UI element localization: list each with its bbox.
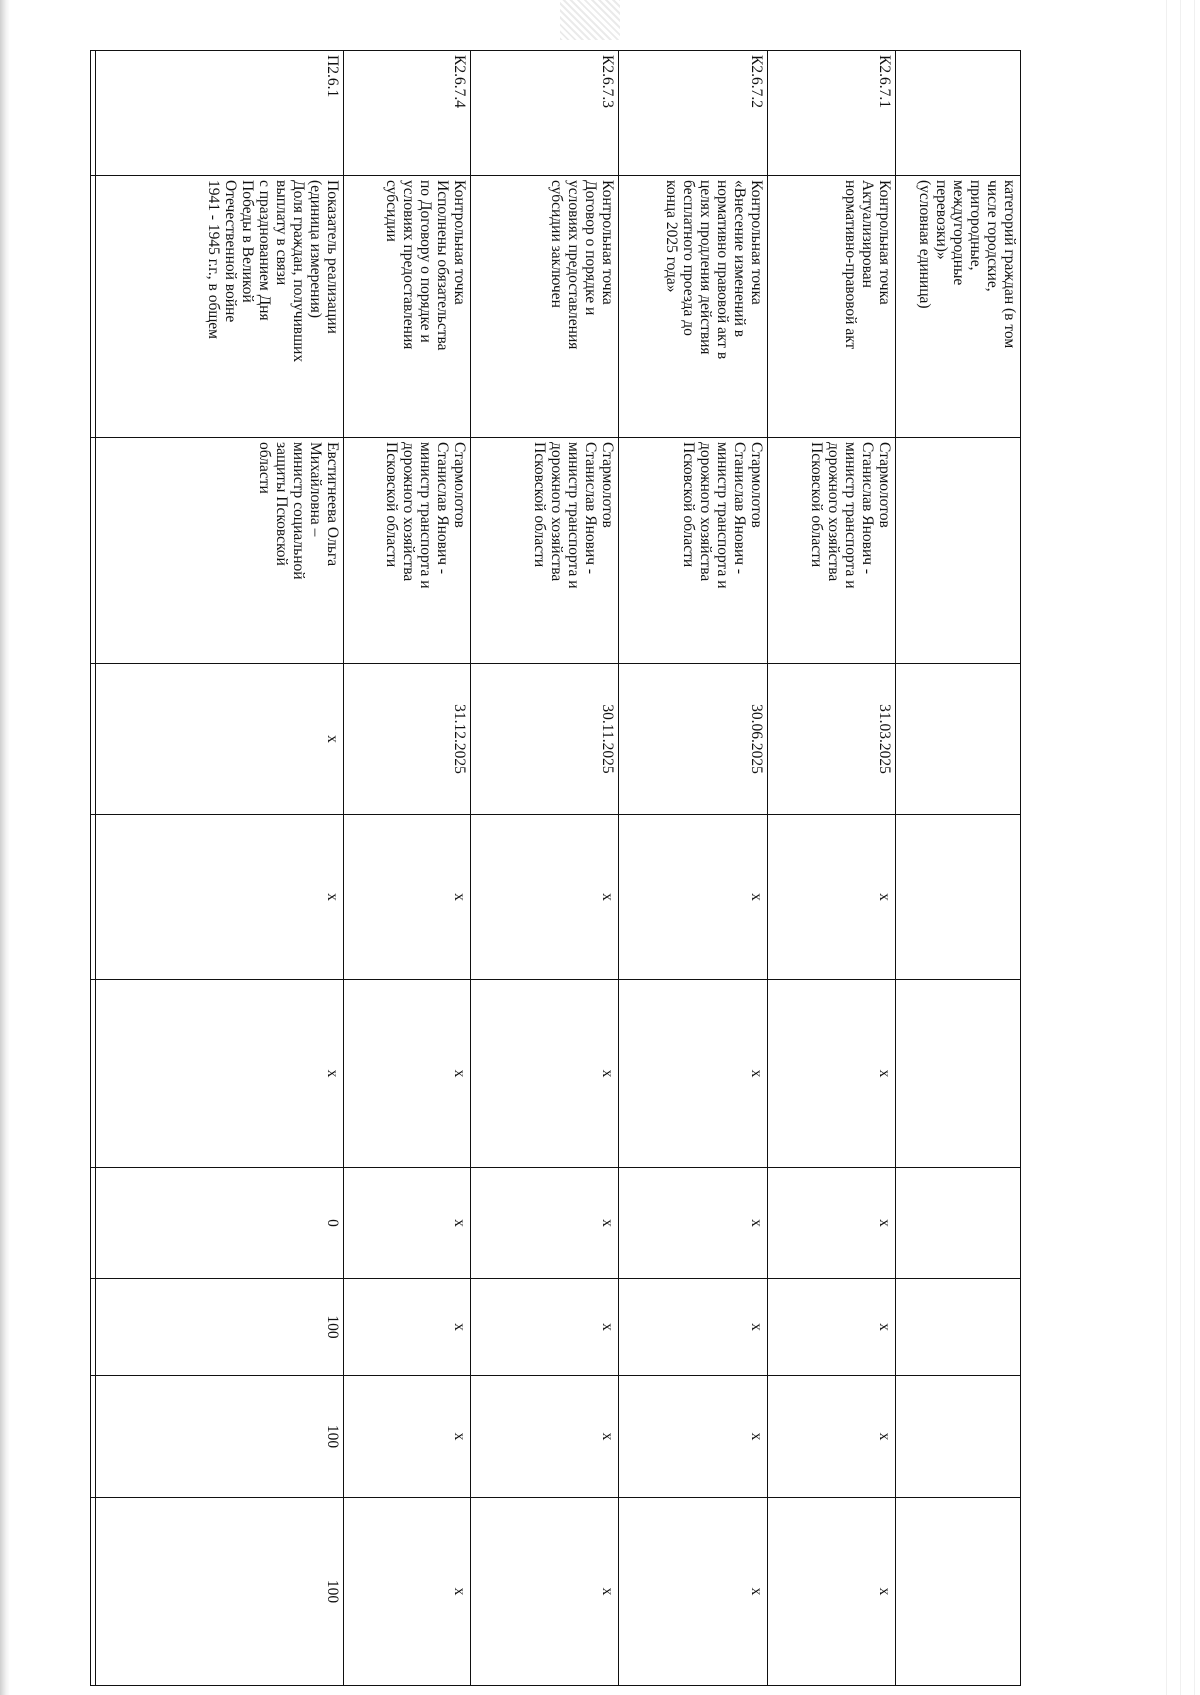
row-col4 [896, 815, 1021, 980]
row-col7: x [344, 1279, 471, 1376]
row-col5 [91, 980, 96, 1168]
row-name: Контрольная точка Договор о порядке и условиях предоставления субсидии заключен [471, 176, 619, 438]
row-code: К2.6.7.4 [344, 51, 471, 176]
row-col5: x [768, 980, 896, 1168]
row-col6 [91, 1168, 96, 1279]
scan-noise-top [560, 0, 620, 40]
row-col4: x [344, 815, 471, 980]
row-date: 30.11.2025 [471, 664, 619, 815]
row-col4: x [768, 815, 896, 980]
row-col6: x [619, 1168, 768, 1279]
table-row [91, 51, 96, 1686]
row-responsible: Евстигнеева Ольга Михайловна – министр социальной защиты Псковской области [96, 438, 344, 664]
row-name: категорий граждан (в том числе городские, пригородные, междугородные перевозки)» (условная единица) [896, 176, 1021, 438]
scan-edge-right [1160, 0, 1200, 1695]
row-col9 [896, 1498, 1021, 1686]
row-code [896, 51, 1021, 176]
row-col9 [91, 1498, 96, 1686]
row-responsible: Стармолотов Станислав Янович - министр транспорта и дорожного хозяйства Псковской области [619, 438, 768, 664]
row-col9: x [344, 1498, 471, 1686]
row-col8: x [768, 1376, 896, 1498]
scan-edge-left [0, 0, 10, 1695]
row-responsible: Стармолотов Станислав Янович - министр транспорта и дорожного хозяйства Псковской области [344, 438, 471, 664]
rotated-document-page [96, 50, 1021, 1685]
row-col8 [91, 1376, 96, 1498]
table-row [619, 51, 768, 1686]
row-name: Показатель реализации (единица измерения) Доля граждан, получивших выплату в связи с празднованием Дня Победы в Великой Отечественной войне 1941 - 1945 г.г., в общем [96, 176, 344, 438]
row-col5 [896, 980, 1021, 1168]
row-col7: x [768, 1279, 896, 1376]
row-col8: 100 [96, 1376, 344, 1498]
row-code: К2.6.7.1 [768, 51, 896, 176]
row-name: Контрольная точка «Внесение изменений в нормативно правовой акт в целях продления действия бесплатного проезда до конца 2025 года» [619, 176, 768, 438]
row-responsible: Стармолотов Станислав Янович - министр транспорта и дорожного хозяйства Псковской области [768, 438, 896, 664]
row-col4: x [619, 815, 768, 980]
row-col5: x [344, 980, 471, 1168]
row-date [896, 664, 1021, 815]
row-col5: x [619, 980, 768, 1168]
row-col4: x [471, 815, 619, 980]
row-col8: x [471, 1376, 619, 1498]
table-row [96, 51, 344, 1686]
table-row [896, 51, 1021, 1686]
row-col9: 100 [96, 1498, 344, 1686]
table-row [344, 51, 471, 1686]
row-code: К2.6.7.3 [471, 51, 619, 176]
row-col6: x [344, 1168, 471, 1279]
row-col7: x [471, 1279, 619, 1376]
row-code: П2.6.1 [96, 51, 344, 176]
row-col6: x [471, 1168, 619, 1279]
row-col8: x [344, 1376, 471, 1498]
row-code [91, 51, 96, 176]
row-col6: x [768, 1168, 896, 1279]
row-col9: x [768, 1498, 896, 1686]
row-date [91, 664, 96, 815]
row-col7 [91, 1279, 96, 1376]
row-col9: x [471, 1498, 619, 1686]
row-name: Контрольная точка Актуализирован нормативно-правовой акт [768, 176, 896, 438]
row-name: Контрольная точка Исполнены обязательства по Договору о порядке и условиях предоставления субсидии [344, 176, 471, 438]
plan-table [90, 50, 1021, 1686]
row-responsible [896, 438, 1021, 664]
row-col7: x [619, 1279, 768, 1376]
table-row [768, 51, 896, 1686]
row-responsible: Стармолотов Станислав Янович - министр транспорта и дорожного хозяйства Псковской области [471, 438, 619, 664]
row-col8 [896, 1376, 1021, 1498]
row-col7: 100 [96, 1279, 344, 1376]
row-name [91, 176, 96, 438]
row-code: К2.6.7.2 [619, 51, 768, 176]
row-col9: x [619, 1498, 768, 1686]
row-col6 [896, 1168, 1021, 1279]
row-responsible [91, 438, 96, 664]
row-col8: x [619, 1376, 768, 1498]
row-date: 31.03.2025 [768, 664, 896, 815]
row-date: 30.06.2025 [619, 664, 768, 815]
row-col4: x [96, 815, 344, 980]
row-date: 31.12.2025 [344, 664, 471, 815]
row-col6: 0 [96, 1168, 344, 1279]
row-col7 [896, 1279, 1021, 1376]
row-col5: x [471, 980, 619, 1168]
row-date: x [96, 664, 344, 815]
table-row [471, 51, 619, 1686]
row-col4 [91, 815, 96, 980]
row-col5: x [96, 980, 344, 1168]
